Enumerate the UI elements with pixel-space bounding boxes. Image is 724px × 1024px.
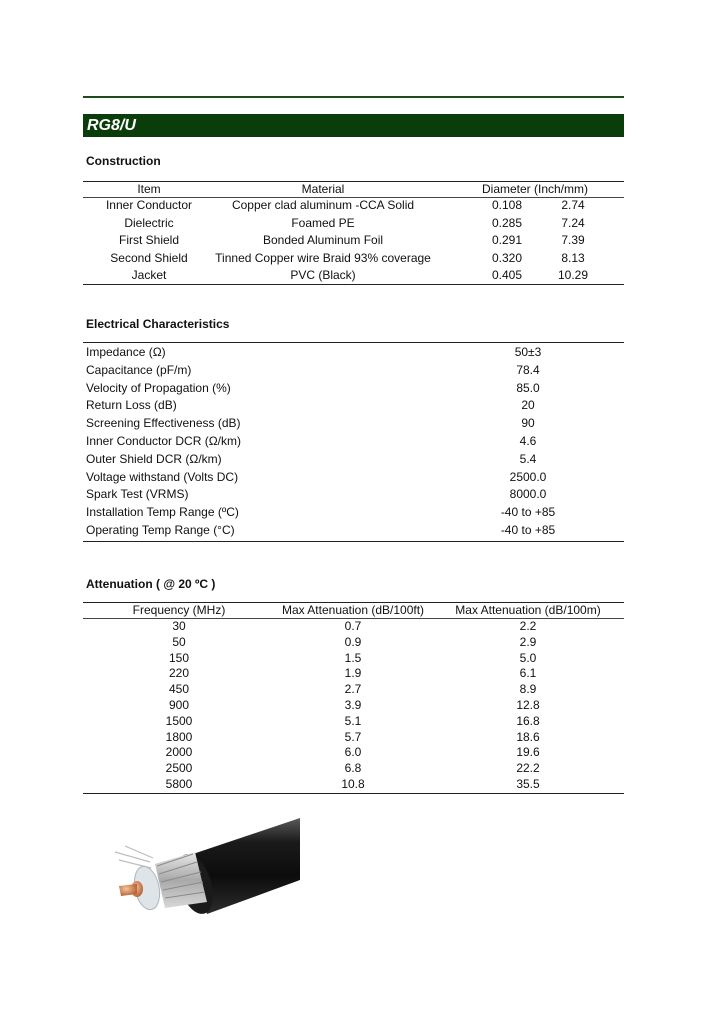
attenuation-ft: 1.5: [344, 650, 362, 665]
construction-material: Copper clad aluminum -CCA Solid: [231, 198, 415, 212]
electrical-value: -40 to +85: [500, 505, 556, 520]
construction-item: Dielectric: [124, 215, 174, 230]
attenuation-m: 5.0: [519, 650, 537, 665]
electrical-top-rule: [83, 342, 624, 343]
electrical-label: Inner Conductor DCR (Ω/km): [86, 434, 242, 448]
attenuation-ft: 3.9: [344, 698, 362, 712]
attenuation-bottom-rule: [83, 793, 624, 794]
construction-item: Inner Conductor: [105, 198, 193, 212]
attenuation-m: 6.1: [519, 666, 537, 681]
attenuation-m: 22.2: [516, 761, 540, 776]
attenuation-frequency: 2500: [165, 761, 193, 776]
construction-diameter-inch: 0.405: [491, 268, 523, 283]
construction-col-item: Item: [137, 182, 161, 196]
construction-bottom-rule: [83, 284, 624, 285]
electrical-label: Impedance (Ω): [86, 345, 166, 359]
construction-item: Second Shield: [110, 250, 188, 265]
attenuation-ft: 1.9: [344, 666, 362, 681]
electrical-label: Spark Test (VRMS): [86, 487, 189, 502]
attenuation-frequency: 1800: [165, 729, 193, 744]
electrical-label: Capacitance (pF/m): [86, 362, 192, 377]
attenuation-m: 2.2: [519, 619, 537, 633]
electrical-label: Installation Temp Range (ºC): [86, 505, 239, 520]
electrical-label: Screening Effectiveness (dB): [86, 416, 241, 431]
top-rule: [83, 96, 624, 98]
electrical-label: Operating Temp Range (°C): [86, 523, 235, 537]
electrical-bottom-rule: [83, 541, 624, 542]
attenuation-frequency: 30: [172, 619, 186, 633]
electrical-label: Return Loss (dB): [86, 398, 177, 413]
attenuation-m: 18.6: [516, 729, 540, 744]
attenuation-col-m: Max Attenuation (dB/100m): [455, 603, 601, 617]
construction-material: Foamed PE: [291, 215, 355, 230]
electrical-label: Velocity of Propagation (%): [86, 380, 231, 395]
attenuation-m: 12.8: [516, 698, 540, 712]
attenuation-frequency: 220: [168, 666, 190, 681]
construction-material: PVC (Black): [290, 268, 356, 283]
coaxial-cable-photo: [95, 812, 300, 922]
attenuation-ft: 5.7: [344, 729, 362, 744]
electrical-value: 78.4: [516, 362, 540, 377]
attenuation-m: 19.6: [516, 745, 540, 760]
attenuation-ft: 5.1: [344, 713, 362, 728]
attenuation-frequency: 450: [168, 682, 190, 697]
attenuation-ft: 2.7: [344, 682, 362, 697]
electrical-value: 85.0: [516, 380, 540, 395]
attenuation-m: 8.9: [519, 682, 537, 697]
construction-diameter-mm: 7.39: [561, 233, 585, 248]
electrical-heading: Electrical Characteristics: [86, 317, 230, 331]
electrical-value: 8000.0: [509, 487, 547, 502]
construction-col-material: Material: [301, 182, 345, 196]
attenuation-frequency: 900: [168, 698, 190, 712]
construction-diameter-inch: 0.108: [491, 198, 523, 212]
construction-diameter-mm: 8.13: [561, 250, 585, 265]
attenuation-frequency: 150: [168, 650, 190, 665]
electrical-label: Outer Shield DCR (Ω/km): [86, 451, 222, 466]
product-title: RG8/U: [83, 114, 624, 137]
attenuation-col-frequency: Frequency (MHz): [132, 603, 226, 617]
electrical-value: 4.6: [519, 434, 537, 448]
attenuation-frequency: 50: [172, 634, 186, 649]
attenuation-heading: Attenuation ( @ 20 ºC ): [86, 577, 216, 591]
construction-diameter-inch: 0.291: [491, 233, 523, 248]
attenuation-m: 2.9: [519, 634, 537, 649]
construction-col-diameter: Diameter (Inch/mm): [481, 182, 589, 196]
electrical-value: 50±3: [514, 345, 542, 359]
attenuation-m: 35.5: [516, 777, 540, 791]
electrical-value: 20: [521, 398, 535, 413]
attenuation-ft: 0.7: [344, 619, 362, 633]
attenuation-frequency: 5800: [165, 777, 193, 791]
electrical-value: 5.4: [519, 451, 537, 466]
construction-material: Bonded Aluminum Foil: [262, 233, 384, 248]
construction-diameter-mm: 10.29: [557, 268, 589, 283]
construction-item: First Shield: [118, 233, 180, 248]
electrical-value: -40 to +85: [500, 523, 556, 537]
electrical-value: 2500.0: [509, 469, 547, 484]
construction-diameter-inch: 0.320: [491, 250, 523, 265]
attenuation-ft: 6.0: [344, 745, 362, 760]
construction-diameter-inch: 0.285: [491, 215, 523, 230]
electrical-value: 90: [521, 416, 535, 431]
construction-material: Tinned Copper wire Braid 93% coverage: [215, 250, 431, 265]
attenuation-col-ft: Max Attenuation (dB/100ft): [281, 603, 425, 617]
construction-diameter-mm: 7.24: [561, 215, 585, 230]
construction-heading: Construction: [86, 154, 161, 168]
attenuation-ft: 6.8: [344, 761, 362, 776]
attenuation-ft: 10.8: [341, 777, 365, 791]
attenuation-frequency: 1500: [165, 713, 193, 728]
attenuation-m: 16.8: [516, 713, 540, 728]
electrical-label: Voltage withstand (Volts DC): [86, 469, 239, 484]
construction-item: Jacket: [131, 268, 167, 283]
attenuation-frequency: 2000: [165, 745, 193, 760]
construction-diameter-mm: 2.74: [561, 198, 585, 212]
attenuation-ft: 0.9: [344, 634, 362, 649]
